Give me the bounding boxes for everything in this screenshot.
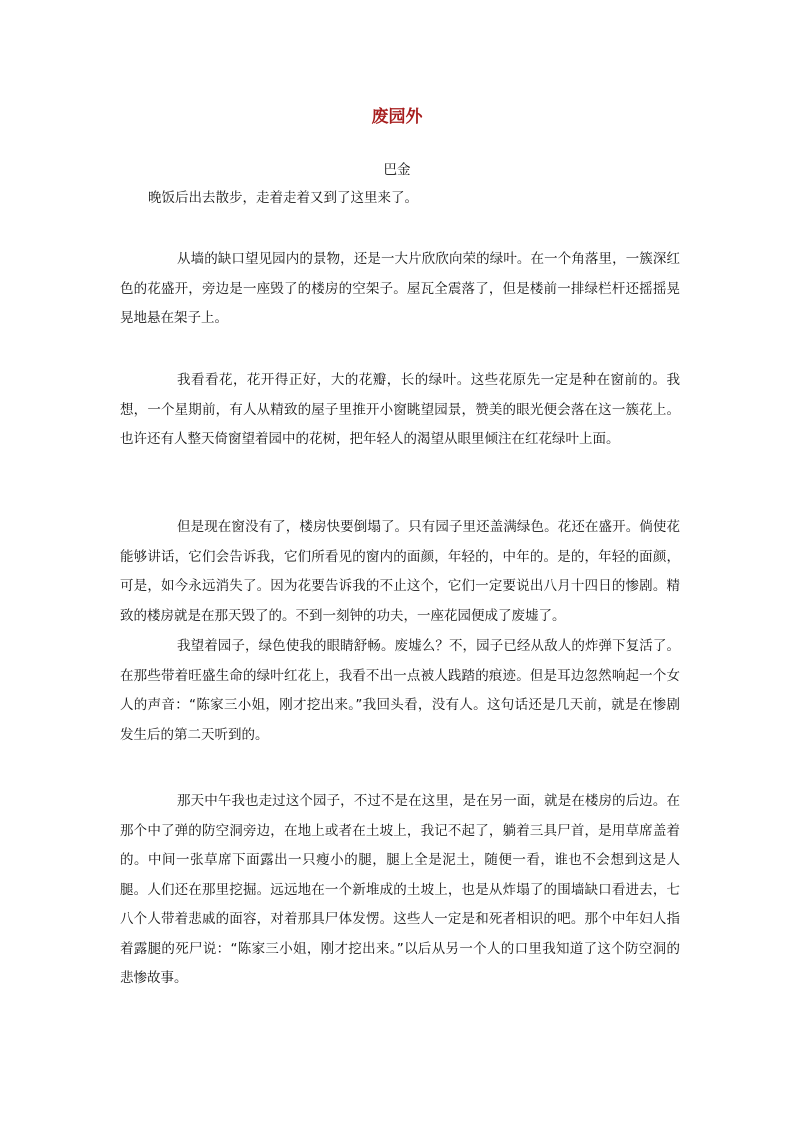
opening-line: 晚饭后出去散步，走着走着又到了这里来了。 — [148, 190, 418, 206]
document-title: 废园外 — [371, 107, 423, 127]
paragraph: 从墙的缺口望见园内的景物，还是一大片欣欣向荣的绿叶。在一个角落里，一簇深红色的花盛开，旁边是一座毁了的楼房的空架子。屋瓦全震落了，但是楼前一排绿栏杆还摇摇晃晃地悬在架子上。 — [120, 251, 680, 326]
paragraph: 那天中午我也走过这个园子，不过不是在这里，是在另一面，就是在楼房的后边。在那个中了弹的防空洞旁边，在地上或者在土坡上，我记不起了，躺着三具尸首，是用草席盖着的。中间一张草席下面露出一只瘦小的腿，腿上全是泥土，随便一看，谁也不会想到这是人腿。人们还在那里挖掘。远远地在一个新堆成的土坡上，也是从炸塌了的围墙缺口看进去，七八个人带着悲戚的面容，对着那具尸体发愣。这些人一定是和死者相识的吧。那个中年妇人指着露腿的死尸说：“陈家三小姐，刚才挖出来。”以后从另一个人的口里我知道了这个防空洞的悲惨故事。 — [120, 793, 680, 986]
paragraph: 但是现在窗没有了，楼房快要倒塌了。只有园子里还盖满绿色。花还在盛开。倘使花能够讲话，它们会告诉我，它们所看见的窗内的面颜，年轻的，中年的。是的，年轻的面颜，可是，如今永远消失了。因为花要告诉我的不止这个，它们一定要说出八月十四日的惨剧。精致的楼房就是在那天毁了的。不到一刻钟的功夫，一座花园便成了废墟了。 — [120, 519, 680, 624]
author-name: 巴金 — [383, 162, 411, 178]
paragraph: 我望着园子，绿色使我的眼睛舒畅。废墟么？不，园子已经从敌人的炸弹下复活了。在那些带着旺盛生命的绿叶红花上，我看不出一点被人践踏的痕迹。但是耳边忽然响起一个女人的声音：“陈家三小姐，刚才挖出来。”我回头看，没有人。这句话还是几天前，就是在惨剧发生后的第二天听到的。 — [120, 638, 680, 743]
paragraph: 我看看花，花开得正好，大的花瓣，长的绿叶。这些花原先一定是种在窗前的。我想，一个星期前，有人从精致的屋子里推开小窗眺望园景，赞美的眼光便会落在这一簇花上。也许还有人整天倚窗望着园中的花树，把年轻人的渴望从眼里倾注在红花绿叶上面。 — [120, 372, 680, 447]
